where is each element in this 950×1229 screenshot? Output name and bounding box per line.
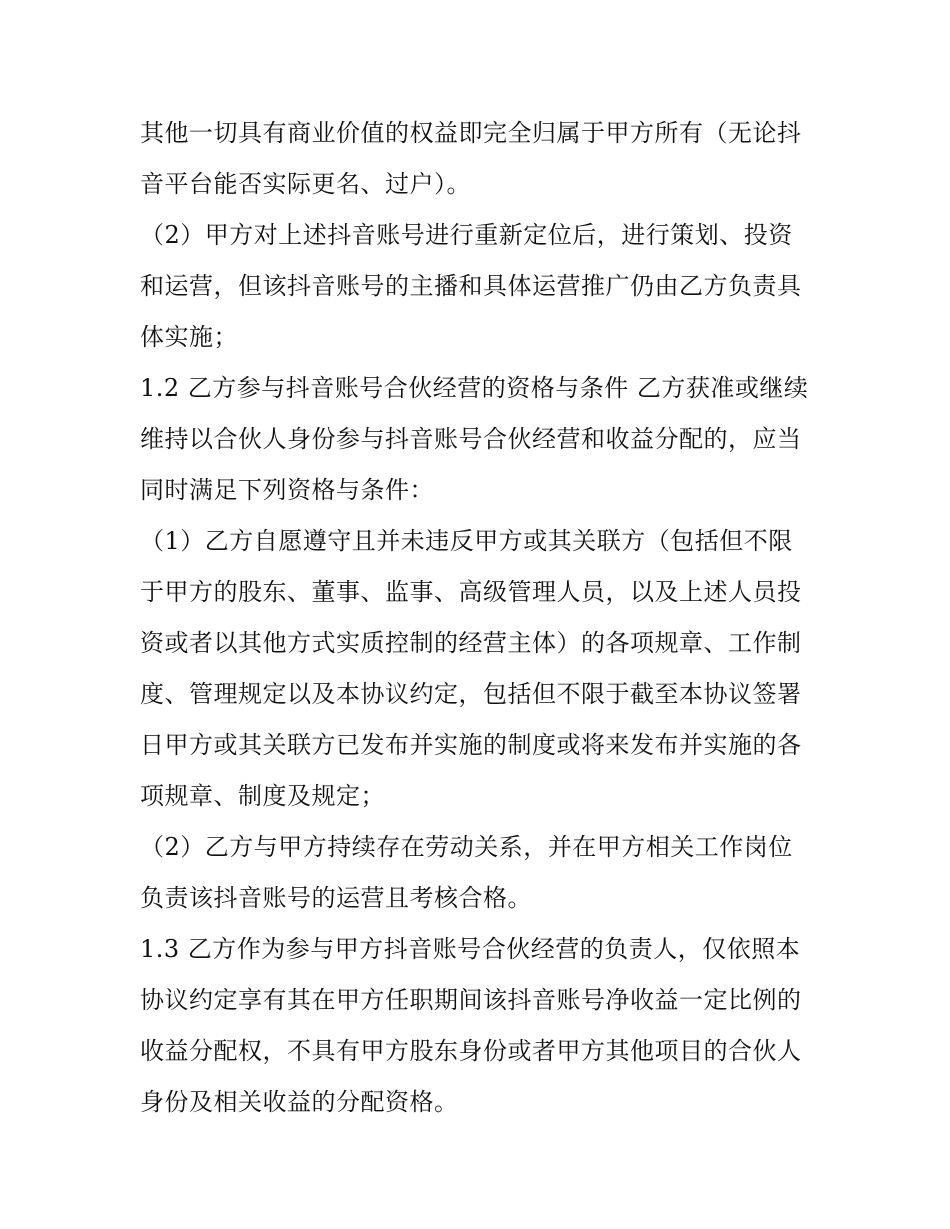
text-line: 体实施； — [140, 323, 238, 351]
text-line: 于甲方的股东、董事、监事、高级管理人员，以及上述人员投 — [140, 578, 802, 606]
text-line: （2）乙方与甲方持续存在劳动关系，并在甲方相关工作岗位 — [140, 833, 793, 861]
text-line: 负责该抖音账号的运营且考核合格。 — [140, 884, 532, 912]
text-line: 身份及相关收益的分配资格。 — [140, 1088, 459, 1116]
text-line: 维持以合伙人身份参与抖音账号合伙经营和收益分配的，应当 — [140, 425, 802, 453]
text-line: 1.2 乙方参与抖音账号合伙经营的资格与条件 乙方获准或继续 — [140, 374, 809, 402]
text-line: 资或者以其他方式实质控制的经营主体）的各项规章、工作制 — [140, 629, 802, 657]
text-line: 其他一切具有商业价值的权益即完全归属于甲方所有（无论抖 — [140, 119, 802, 147]
text-line: 音平台能否实际更名、过户）。 — [140, 170, 471, 198]
document-body — [140, 108, 820, 1128]
text-line: 1.3 乙方作为参与甲方抖音账号合伙经营的负责人，仅依照本 — [140, 935, 801, 963]
text-line: （1）乙方自愿遵守且并未违反甲方或其关联方（包括但不限 — [140, 527, 793, 555]
text-line: 收益分配权，不具有甲方股东身份或者甲方其他项目的合伙人 — [140, 1037, 802, 1065]
text-line: 协议约定享有其在甲方任职期间该抖音账号净收益一定比例的 — [140, 986, 802, 1014]
text-line: 同时满足下列资格与条件： — [140, 476, 434, 504]
text-line: 和运营，但该抖音账号的主播和具体运营推广仍由乙方负责具 — [140, 272, 802, 300]
text-line: （2）甲方对上述抖音账号进行重新定位后，进行策划、投资 — [140, 221, 793, 249]
text-line: 度、管理规定以及本协议约定，包括但不限于截至本协议签署 — [140, 680, 802, 708]
text-line: 项规章、制度及规定； — [140, 782, 385, 810]
text-line: 日甲方或其关联方已发布并实施的制度或将来发布并实施的各 — [140, 731, 802, 759]
